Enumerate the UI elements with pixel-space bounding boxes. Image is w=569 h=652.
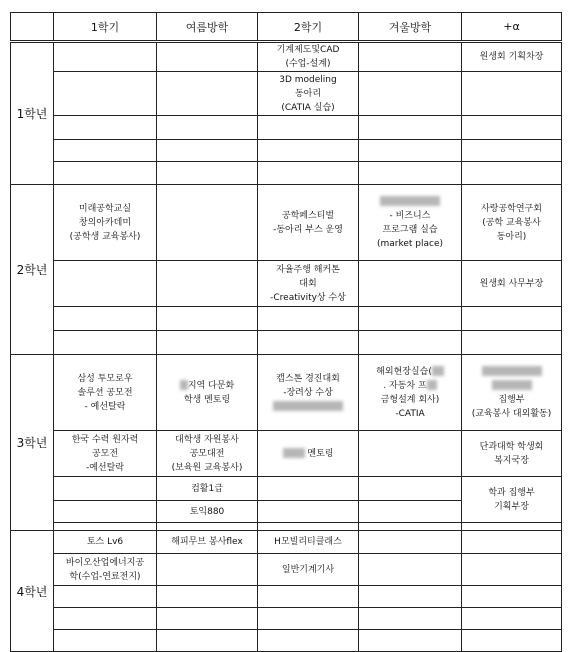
cell-y3-summer-volunteer: 대학생 자원봉사 공모대전 (보육원 교육봉사) bbox=[157, 431, 258, 477]
cell-y2-s2-festival: 공학페스티벌 -동아리 부스 운영 bbox=[258, 185, 359, 261]
cell bbox=[54, 501, 157, 523]
header-semester-1: 1학기 bbox=[54, 13, 157, 42]
cell-y4-s1-bio: 바이오산업에너지공 학(수업-연료전지) bbox=[54, 554, 157, 586]
cell bbox=[359, 554, 462, 586]
cell bbox=[359, 72, 462, 116]
cell-y3-winter-internship: 해외현장실습( . 자동차 프 금형설계 회사) -CATIA bbox=[359, 355, 462, 431]
header-corner bbox=[11, 13, 54, 42]
cell-y3-summer-mentoring: 지역 다문화 학생 멘토링 bbox=[157, 355, 258, 431]
cell bbox=[54, 261, 157, 307]
redacted-text bbox=[432, 366, 444, 376]
cell-y2-s2-hackathon: 자율주행 해커톤 대회 -Creativity상 수상 bbox=[258, 261, 359, 307]
cell bbox=[359, 261, 462, 307]
redacted-text bbox=[180, 380, 188, 390]
table-row bbox=[11, 431, 562, 477]
cell bbox=[359, 42, 462, 72]
cell bbox=[54, 477, 157, 501]
table-row bbox=[11, 42, 562, 72]
cell-y1-s2-modeling: 3D modeling 동아리 (CATIA 실습) bbox=[258, 72, 359, 116]
cell-y3-s1-khnp: 한국 수력 원자력 공모전 -예선탈락 bbox=[54, 431, 157, 477]
cell-y3-alpha-welfare: 단과대학 학생회 복지국장 bbox=[462, 431, 562, 477]
table-row bbox=[11, 531, 562, 554]
cell-y3-alpha-exec: 집행부 (교육봉사 대외활동) bbox=[462, 355, 562, 431]
table-row bbox=[11, 261, 562, 307]
table-row bbox=[11, 162, 562, 185]
cell-y2-s1: 미래공학교실 창의아카데미 (공학생 교육봉사) bbox=[54, 185, 157, 261]
table-row bbox=[11, 630, 562, 652]
redacted-text bbox=[359, 195, 461, 209]
cell-y2-winter: - 비즈니스 프로그램 실습 (market place) bbox=[359, 185, 462, 261]
cell-y4-s2-engineer: 일반기계기사 bbox=[258, 554, 359, 586]
table-row bbox=[11, 140, 562, 162]
cell-y4-s2-mobility: H모빌리티클래스 bbox=[258, 531, 359, 554]
table-row bbox=[11, 331, 562, 355]
cell bbox=[359, 531, 462, 554]
redacted-text bbox=[427, 380, 437, 390]
cell-y1-s2-cad: 기계제도및CAD (수업-설계) bbox=[258, 42, 359, 72]
cell bbox=[359, 501, 462, 523]
cell bbox=[157, 261, 258, 307]
cell bbox=[54, 72, 157, 116]
header-row bbox=[11, 13, 562, 42]
table-row bbox=[11, 355, 562, 431]
header-alpha: +α bbox=[462, 13, 562, 42]
year-label-4: 4학년 bbox=[11, 531, 54, 652]
table-row bbox=[11, 554, 562, 586]
cell-y1-alpha: 원생회 기획차장 bbox=[462, 42, 562, 72]
cell bbox=[157, 185, 258, 261]
table-row bbox=[11, 307, 562, 331]
cell bbox=[462, 531, 562, 554]
table-row bbox=[11, 185, 562, 261]
activity-plan-table bbox=[10, 12, 562, 652]
header-winter-break: 겨울방학 bbox=[359, 13, 462, 42]
cell bbox=[258, 501, 359, 523]
cell bbox=[359, 477, 462, 501]
cell-y4-s1-toss: 토스 Lv6 bbox=[54, 531, 157, 554]
cell bbox=[462, 554, 562, 586]
cell bbox=[462, 72, 562, 116]
redacted-text bbox=[462, 365, 561, 379]
redacted-text bbox=[283, 448, 305, 458]
cell-y3-alpha-dept: 학과 집행부 기획부장 bbox=[462, 477, 562, 523]
cell-y3-summer-toeic: 토익880 bbox=[157, 501, 258, 523]
cell-y3-summer-computer: 컴활1급 bbox=[157, 477, 258, 501]
redacted-text bbox=[462, 379, 561, 393]
table-row bbox=[11, 72, 562, 116]
header-semester-2: 2학기 bbox=[258, 13, 359, 42]
cell-y3-s2-mentoring: 멘토링 bbox=[258, 431, 359, 477]
table-row bbox=[11, 586, 562, 608]
header-summer-break: 여름방학 bbox=[157, 13, 258, 42]
table-row bbox=[11, 116, 562, 140]
cell-y3-s2-capstone: 캡스톤 경진대회 -장려상 수상 bbox=[258, 355, 359, 431]
cell-y3-s1-samsung: 삼성 투모로우 솔루션 공모전 - 예선탈락 bbox=[54, 355, 157, 431]
table-row bbox=[11, 523, 562, 531]
cell-y2-alpha-research: 사랑공학연구회 (공학 교육봉사 동아리) bbox=[462, 185, 562, 261]
cell bbox=[54, 42, 157, 72]
cell-y4-summer-happymove: 해피무브 봉사flex bbox=[157, 531, 258, 554]
table-row bbox=[11, 477, 562, 501]
redacted-text bbox=[258, 400, 358, 414]
year-label-2: 2학년 bbox=[11, 185, 54, 355]
year-label-1: 1학년 bbox=[11, 42, 54, 185]
year-label-3: 3학년 bbox=[11, 355, 54, 531]
cell bbox=[157, 42, 258, 72]
cell bbox=[359, 431, 462, 477]
cell bbox=[258, 477, 359, 501]
cell-y2-alpha-office: 원생회 사무부장 bbox=[462, 261, 562, 307]
cell bbox=[157, 72, 258, 116]
cell bbox=[157, 554, 258, 586]
